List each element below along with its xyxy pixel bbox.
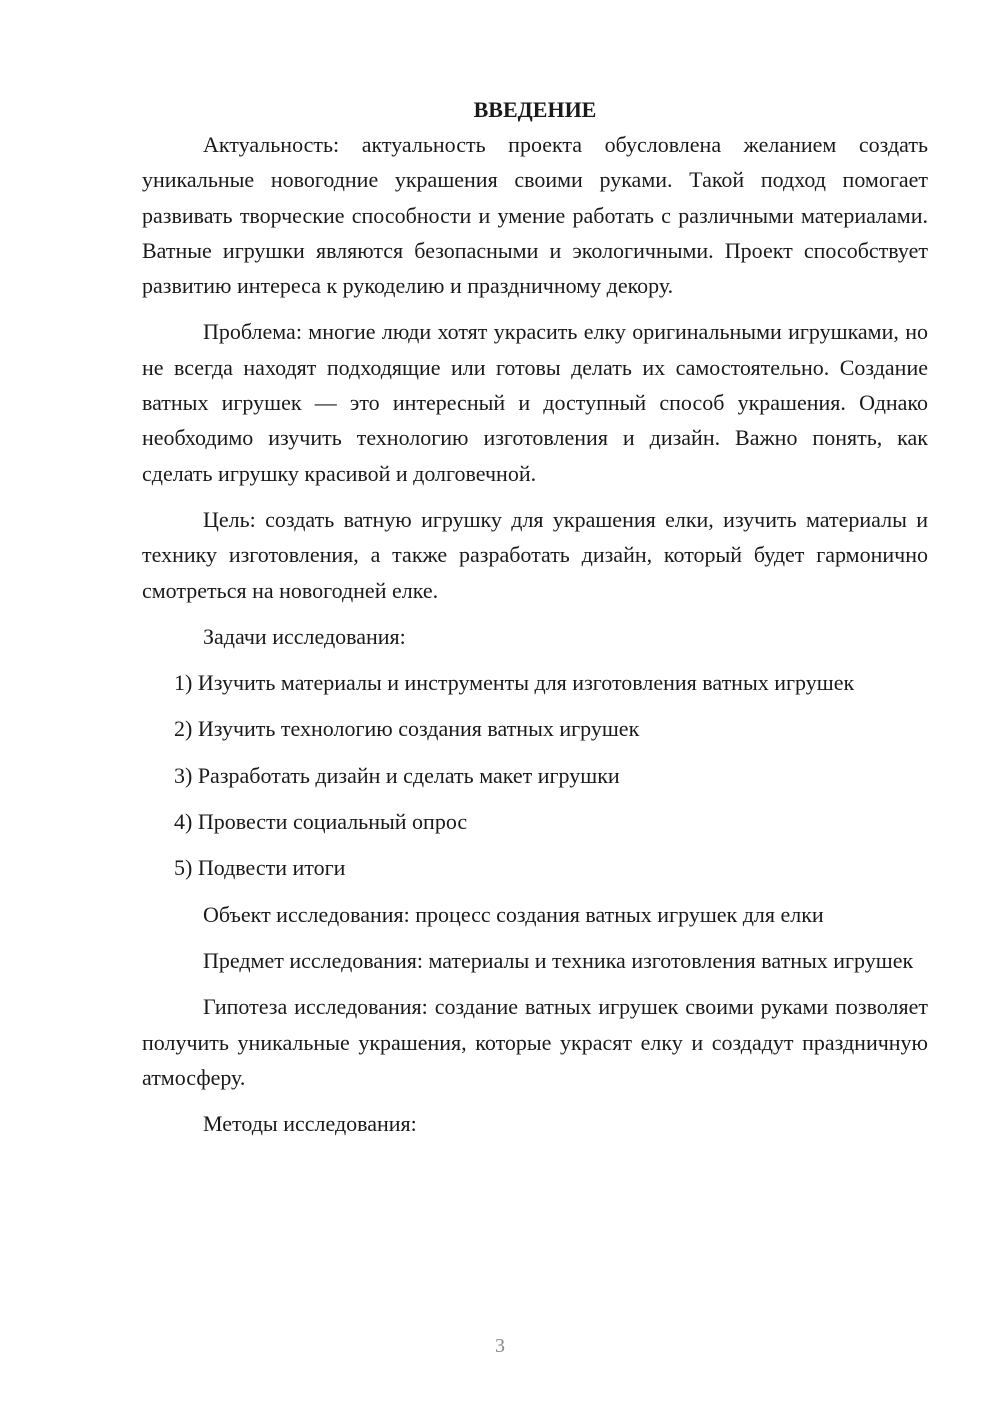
section-heading: ВВЕДЕНИЕ — [473, 97, 597, 122]
task-item-5: 5) Подвести итоги — [174, 855, 346, 881]
subject-paragraph: Предмет исследования: материалы и техника изготовления ватных игрушек — [203, 947, 914, 973]
page-number: 3 — [495, 1335, 505, 1357]
goal-paragraph: Цель: создать ватную игрушку для украшения елки, изучить материалы и технику изготовления, а также разработать дизайн, который будет гармонично смотреться на новогодней елке. — [142, 506, 928, 603]
methods-heading: Методы исследования: — [203, 1111, 417, 1137]
relevance-paragraph: Актуальность: актуальность проекта обусловлена желанием создать уникальные новогодние украшения своими руками. Такой подход помогает развивать творческие способности и умение работать с различными материалами. Ватные игрушки являются безопасными и экологичными. Проект способствует развитию интереса к рукоделию и праздничному декору. — [142, 132, 928, 299]
task-item-3: 3) Разработать дизайн и сделать макет игрушки — [174, 762, 620, 788]
document-page — [142, 92, 928, 1152]
task-item-4: 4) Провести социальный опрос — [174, 809, 468, 835]
task-item-1: 1) Изучить материалы и инструменты для изготовления ватных игрушек — [174, 670, 855, 696]
object-paragraph: Объект исследования: процесс создания ватных игрушек для елки — [203, 901, 824, 927]
hypothesis-paragraph: Гипотеза исследования: создание ватных игрушек своими руками позволяет получить уникальные украшения, которые украсят елку и создадут праздничную атмосферу. — [142, 994, 928, 1090]
problem-paragraph: Проблема: многие люди хотят украсить елку оригинальными игрушками, но не всегда находят подходящие или готовы делать их самостоятельно. Создание ватных игрушек — это интересный и доступный способ украшения. Однако необходимо изучить технологию изготовления и дизайн. Важно понять, как сделать игрушку красивой и долговечной. — [142, 319, 928, 486]
tasks-heading: Задачи исследования: — [203, 623, 406, 649]
task-item-2: 2) Изучить технологию создания ватных игрушек — [174, 716, 640, 742]
